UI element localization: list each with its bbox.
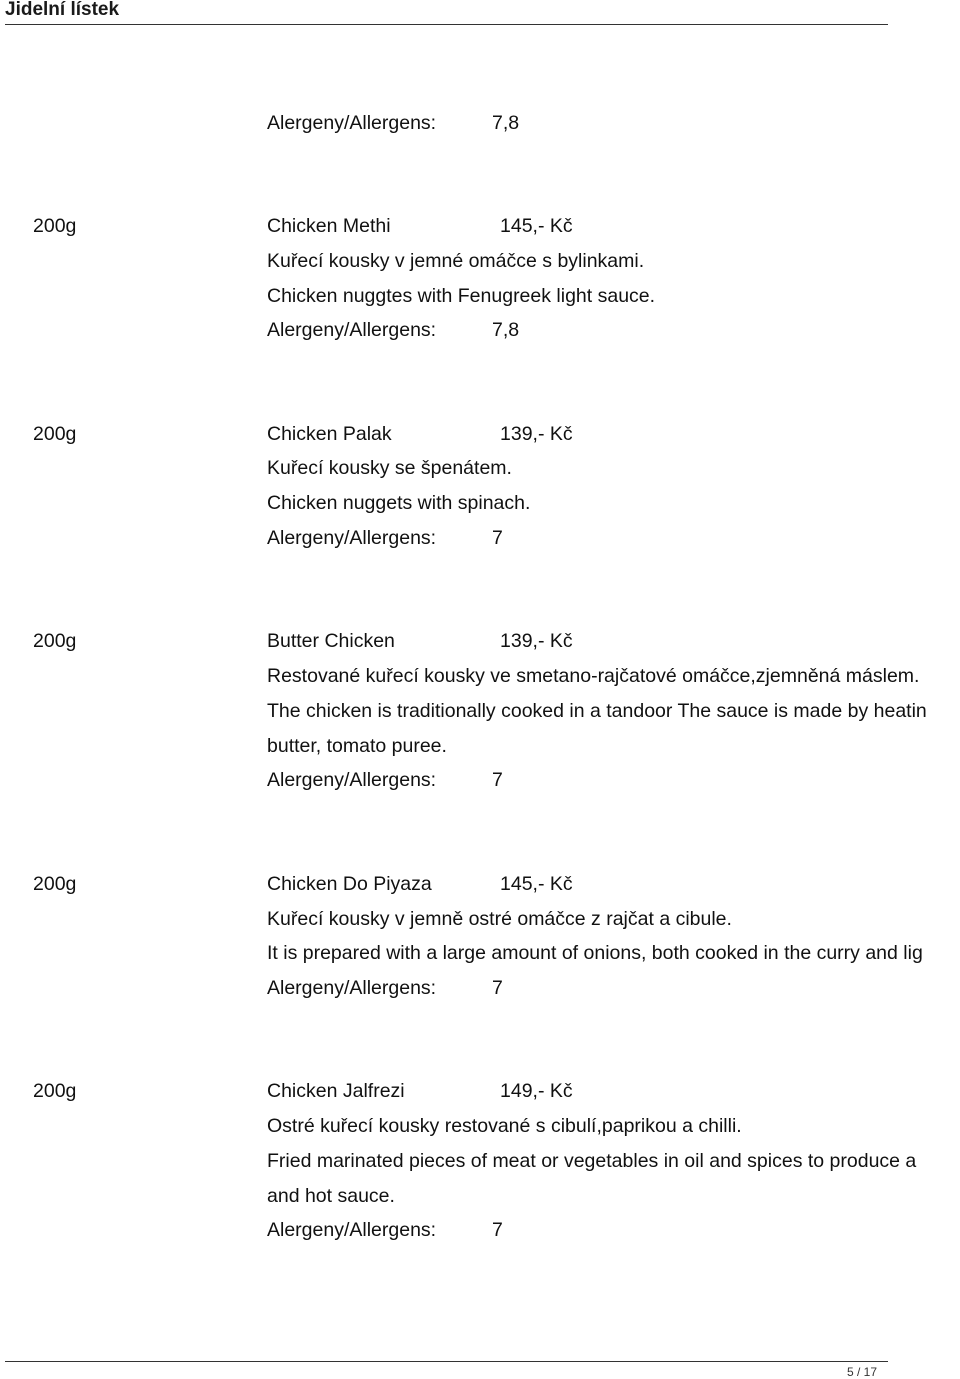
item-weight: 200g — [33, 423, 77, 445]
page-title: Jidelní lístek — [5, 0, 120, 20]
item-description-en-cont: and hot sauce. — [267, 1185, 395, 1207]
allergens-codes: 7 — [492, 1219, 503, 1241]
allergens-label: Alergeny/Allergens: — [267, 319, 437, 341]
item-price: 149,- Kč — [500, 1080, 573, 1102]
footer-rule — [5, 1361, 888, 1362]
allergens-label: Alergeny/Allergens: — [267, 769, 437, 791]
allergens-label: Alergeny/Allergens: — [267, 977, 437, 999]
item-description-en: Chicken nuggets with spinach. — [267, 492, 531, 514]
allergens-codes: 7 — [492, 977, 503, 999]
item-price: 145,- Kč — [500, 215, 573, 237]
item-name: Chicken Do Piyaza — [267, 873, 432, 895]
item-price: 139,- Kč — [500, 630, 573, 652]
item-description-en: It is prepared with a large amount of onions, both cooked in the curry and lig — [267, 942, 923, 964]
page-header — [5, 0, 888, 25]
item-name: Butter Chicken — [267, 630, 395, 652]
item-description-en-cont: butter, tomato puree. — [267, 735, 447, 757]
item-description-en: Chicken nuggtes with Fenugreek light sauce. — [267, 285, 656, 307]
allergens-label: Alergeny/Allergens: — [267, 527, 437, 549]
allergens-label: Alergeny/Allergens: — [267, 112, 437, 134]
item-description-cz: Kuřecí kousky v jemné omáčce s bylinkami. — [267, 250, 645, 272]
item-description-en: The chicken is traditionally cooked in a tandoor The sauce is made by heatin — [267, 700, 927, 722]
item-description-en: Fried marinated pieces of meat or vegetables in oil and spices to produce a — [267, 1150, 917, 1172]
item-price: 139,- Kč — [500, 423, 573, 445]
allergens-label: Alergeny/Allergens: — [267, 1219, 437, 1241]
allergens-codes: 7,8 — [492, 112, 520, 134]
item-weight: 200g — [33, 630, 77, 652]
allergens-codes: 7 — [492, 527, 503, 549]
item-name: Chicken Methi — [267, 215, 391, 237]
item-weight: 200g — [33, 1080, 77, 1102]
item-weight: 200g — [33, 873, 77, 895]
item-description-cz: Ostré kuřecí kousky restované s cibulí,paprikou a chilli. — [267, 1115, 742, 1137]
allergens-codes: 7,8 — [492, 319, 520, 341]
item-name: Chicken Palak — [267, 423, 392, 445]
item-name: Chicken Jalfrezi — [267, 1080, 405, 1102]
allergens-codes: 7 — [492, 769, 503, 791]
item-weight: 200g — [33, 215, 77, 237]
page-number: 5 / 17 — [846, 1365, 877, 1379]
item-description-cz: Restované kuřecí kousky ve smetano-rajčatové omáčce,zjemněná máslem. — [267, 665, 920, 687]
item-price: 145,- Kč — [500, 873, 573, 895]
item-description-cz: Kuřecí kousky se špenátem. — [267, 457, 512, 479]
item-description-cz: Kuřecí kousky v jemně ostré omáčce z rajčat a cibule. — [267, 908, 732, 930]
